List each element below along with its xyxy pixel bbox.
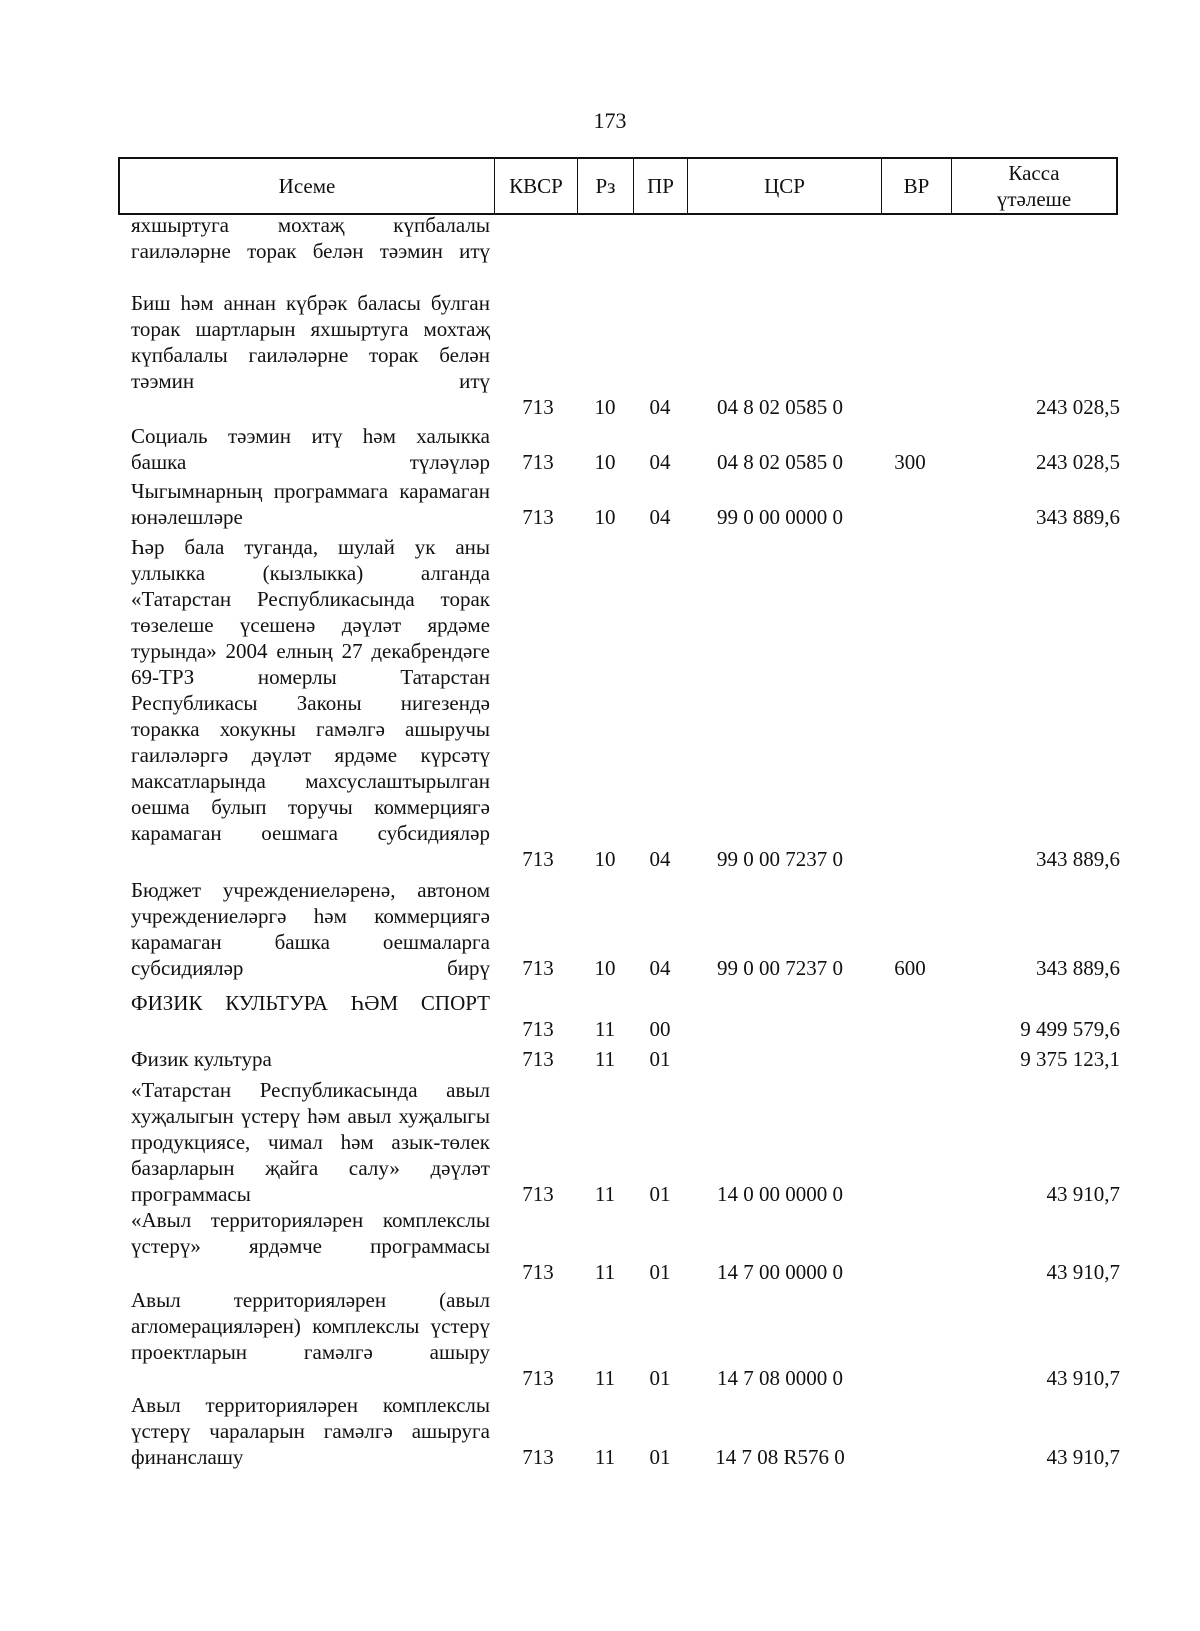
header-pr: ПР: [634, 159, 688, 213]
row-rz: 11: [594, 1366, 616, 1390]
row-sum: 343 889,6: [1036, 505, 1120, 529]
row-pr: 04: [649, 395, 671, 419]
row-kvsr: 713: [522, 1047, 554, 1071]
row-rz: 10: [594, 847, 616, 871]
row-pr: 01: [649, 1182, 671, 1206]
row-name: Биш һәм аннан күбрәк баласы булган торак шартларын яхшыртуга мохтаҗ күпбалалы гаиләләрне торак белән тәэмин итү: [131, 291, 490, 393]
row-rz: 10: [594, 956, 616, 980]
row-rz: 11: [594, 1445, 616, 1469]
header-vr: ВР: [882, 159, 952, 213]
row-name: «Татарстан Республикасында авыл хуҗалыгын үстерү һәм авыл хуҗалыгы продукциясе, чимал һәм азык-төлек базарларын җайга салу» дәүләт программасы: [131, 1078, 490, 1206]
row-csr: 14 0 00 0000 0: [717, 1182, 843, 1206]
row-kvsr: 713: [522, 450, 554, 474]
row-csr: 04 8 02 0585 0: [717, 395, 843, 419]
row-sum: 343 889,6: [1036, 956, 1120, 980]
table-header: [118, 157, 1118, 215]
row-rz: 10: [594, 450, 616, 474]
row-name: Һәр бала туганда, шулай ук аны уллыкка (кызлыкка) алганда «Татарстан Республикасында торак төзелеше үсешенә дәүләт ярдәме турында» 2004 елның 27 декабрендәге 69-ТРЗ номерлы Татарстан Республикасы Законы нигезендә торакка хокукны гамәлгә ашыручы гаиләләргә дәүләт ярдәме күрсәтү максатларында махсуслаштырылган оешма булып торучы коммерциягә карамаган оешмага субсидияләр: [131, 535, 490, 845]
row-csr: 04 8 02 0585 0: [717, 450, 843, 474]
row-pr: 01: [649, 1366, 671, 1390]
row-kvsr: 713: [522, 1182, 554, 1206]
row-csr: 99 0 00 0000 0: [717, 505, 843, 529]
row-pr: 01: [649, 1445, 671, 1469]
row-name: Физик культура: [131, 1047, 272, 1071]
row-rz: 11: [594, 1260, 616, 1284]
row-sum: 43 910,7: [1046, 1445, 1120, 1469]
row-pr: 04: [649, 847, 671, 871]
row-sum: 43 910,7: [1046, 1182, 1120, 1206]
row-sum: 43 910,7: [1046, 1366, 1120, 1390]
row-name: ФИЗИК КУЛЬТУРА ҺӘМ СПОРТ: [131, 991, 490, 1015]
row-name: Социаль тәэмин итү һәм халыкка башка түләүләр: [131, 424, 490, 474]
header-kassa-label: Касса үтәлеше: [996, 161, 1072, 211]
header-name: Исеме: [120, 159, 495, 213]
row-kvsr: 713: [522, 1017, 554, 1041]
row-rz: 10: [594, 505, 616, 529]
row-kvsr: 713: [522, 1445, 554, 1469]
row-pr: 04: [649, 450, 671, 474]
row-sum: 43 910,7: [1046, 1260, 1120, 1284]
header-csr: ЦСР: [688, 159, 882, 213]
header-rz: Рз: [578, 159, 634, 213]
row-rz: 11: [594, 1047, 616, 1071]
row-sum: 243 028,5: [1036, 395, 1120, 419]
row-pr: 01: [649, 1260, 671, 1284]
row-name: яхшыртуга мохтаҗ күпбалалы гаиләләрне торак белән тәэмин итү: [131, 213, 490, 263]
row-pr: 00: [649, 1017, 671, 1041]
row-name: Бюджет учреждениеләренә, автоном учреждениеләргә һәм коммерциягә карамаган башка оешмаларга субсидияләр бирү: [131, 878, 490, 980]
row-kvsr: 713: [522, 1260, 554, 1284]
header-kvsr: КВСР: [495, 159, 578, 213]
row-pr: 04: [649, 956, 671, 980]
row-csr: 99 0 00 7237 0: [717, 956, 843, 980]
row-name: Чыгымнарның программага карамаган юнәлешләре: [131, 479, 490, 529]
row-csr: 14 7 00 0000 0: [717, 1260, 843, 1284]
row-sum: 9 375 123,1: [1020, 1047, 1120, 1071]
page-number: 173: [593, 108, 627, 133]
row-vr: 300: [894, 450, 926, 474]
row-rz: 10: [594, 395, 616, 419]
row-sum: 9 499 579,6: [1020, 1017, 1120, 1041]
row-kvsr: 713: [522, 1366, 554, 1390]
row-kvsr: 713: [522, 847, 554, 871]
row-name: Авыл территорияләрен комплекслы үстерү чараларын гамәлгә ашыруга финанслашу: [131, 1393, 490, 1469]
row-kvsr: 713: [522, 956, 554, 980]
row-csr: 14 7 08 0000 0: [717, 1366, 843, 1390]
row-pr: 04: [649, 505, 671, 529]
row-vr: 600: [894, 956, 926, 980]
row-name: «Авыл территорияләрен комплекслы үстерү» ярдәмче программасы: [131, 1208, 490, 1258]
row-kvsr: 713: [522, 505, 554, 529]
header-kassa: [952, 159, 1116, 213]
row-pr: 01: [649, 1047, 671, 1071]
row-sum: 243 028,5: [1036, 450, 1120, 474]
row-sum: 343 889,6: [1036, 847, 1120, 871]
row-rz: 11: [594, 1182, 616, 1206]
row-name: Авыл территорияләрен (авыл агломерацияләрен) комплекслы үстерү проектларын гамәлгә ашыру: [131, 1288, 490, 1364]
row-csr: 14 7 08 R576 0: [715, 1445, 845, 1469]
row-rz: 11: [594, 1017, 616, 1041]
row-kvsr: 713: [522, 395, 554, 419]
row-csr: 99 0 00 7237 0: [717, 847, 843, 871]
